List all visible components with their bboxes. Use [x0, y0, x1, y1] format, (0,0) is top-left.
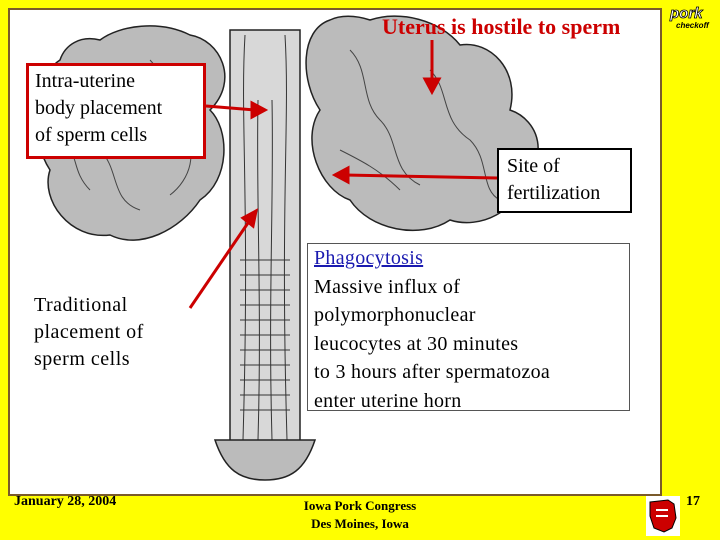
state-outline-icon	[646, 496, 680, 536]
label-line: Traditional	[34, 294, 128, 316]
footer-event	[250, 497, 470, 533]
label-line: of sperm cells	[35, 124, 148, 146]
label-line: sperm cells	[34, 348, 131, 370]
phagocytosis-box	[307, 243, 630, 411]
label-line: Intra-uterine	[35, 70, 135, 92]
label-line: body placement	[35, 97, 163, 119]
page-number: 17	[686, 494, 700, 509]
phagocytosis-line: enter uterine horn	[314, 389, 462, 412]
phagocytosis-line: polymorphonuclear	[314, 304, 476, 326]
traditional-placement-label	[26, 290, 186, 380]
pork-checkoff-logo	[668, 2, 718, 32]
logo-word-pork: pork	[670, 5, 703, 22]
phagocytosis-line: to 3 hours after spermatozoa	[314, 361, 551, 383]
label-line: placement of	[34, 321, 144, 343]
footer-event-line: Iowa Pork Congress	[303, 498, 417, 513]
label-line: fertilization	[507, 182, 601, 204]
intra-uterine-label	[26, 63, 206, 159]
phagocytosis-line: Massive influx of	[314, 275, 461, 298]
slide-title: Uterus is hostile to sperm	[382, 14, 621, 39]
footer-date: January 28, 2004	[14, 494, 117, 509]
logo-word-checkoff: checkoff	[676, 21, 709, 30]
footer-event-line: Des Moines, Iowa	[311, 516, 409, 531]
site-of-fertilization-label	[497, 148, 632, 213]
label-line: Site of	[507, 155, 560, 177]
phagocytosis-line: leucocytes at 30 minutes	[314, 332, 519, 355]
phagocytosis-heading: Phagocytosis	[314, 247, 424, 269]
